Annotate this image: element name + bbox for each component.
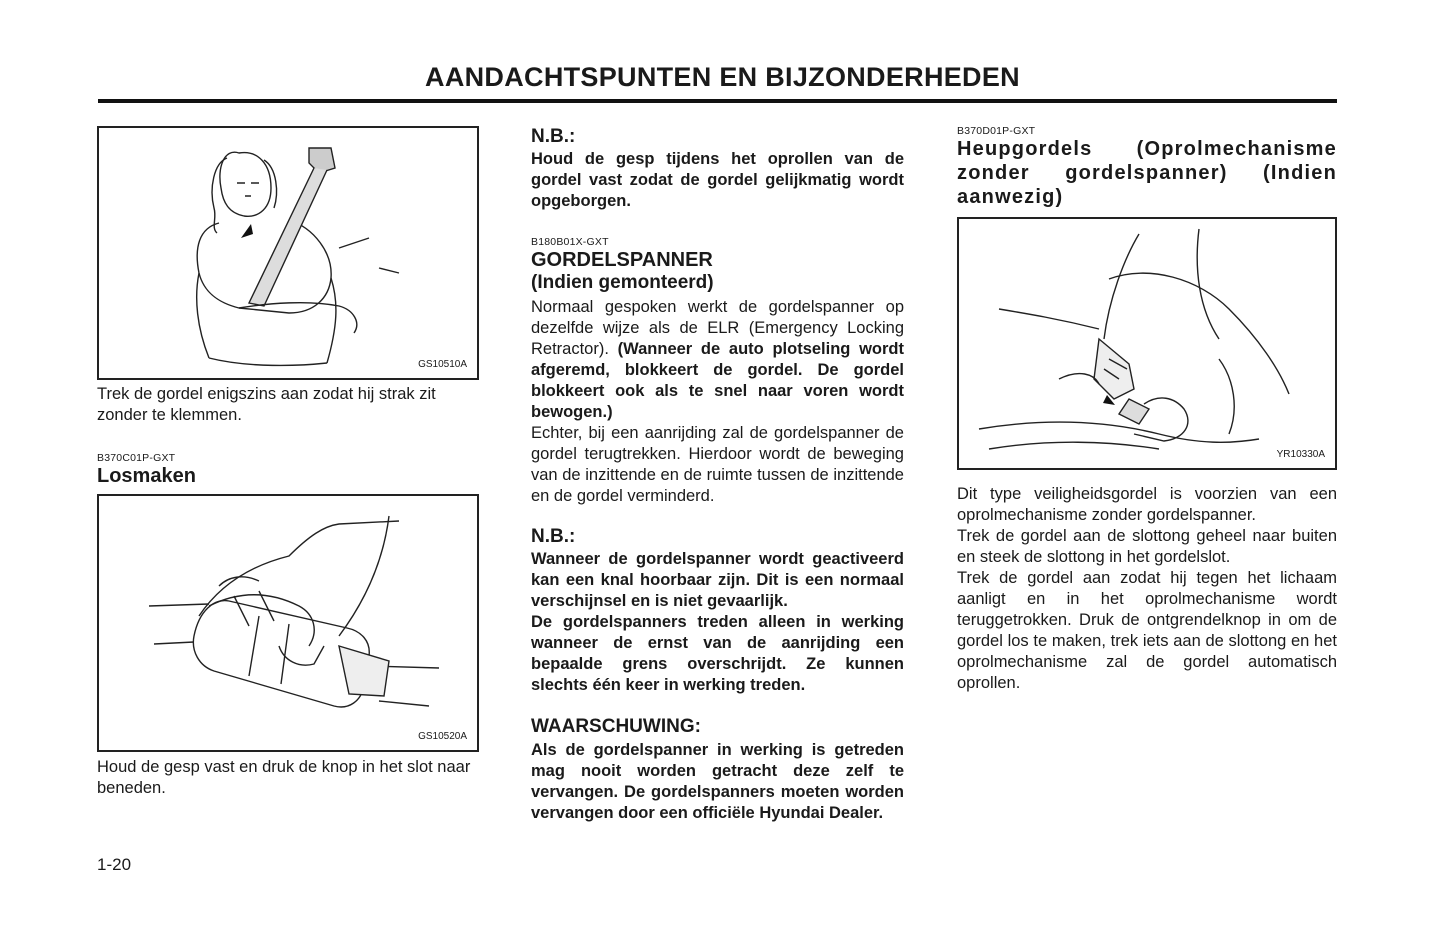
pretensioner-text: [531, 297, 904, 423]
buckle-release-illustration: [99, 496, 477, 750]
woman-seatbelt-illustration: [99, 128, 477, 378]
figure-code: YR10330A: [1276, 449, 1325, 460]
section-code: B180B01X-GXT: [531, 236, 609, 248]
nb-text-1: Wanneer de gordelspanner wordt geactiveerd kan een knal hoorbaar zijn. Dit is een normaal verschijnsel en is niet gevaarlijk.: [531, 550, 904, 610]
section-subtitle: (Indien gemonteerd): [531, 272, 714, 293]
section-code: B370C01P-GXT: [97, 452, 176, 464]
lap-belt-text-2: Trek de gordel aan de slottong geheel naar buiten en steek de slottong in het gordelslot.: [957, 527, 1337, 566]
figure-code: GS10520A: [418, 731, 467, 742]
warning-title: WAARSCHUWING:: [531, 716, 701, 737]
section-code: B370D01P-GXT: [957, 125, 1036, 137]
nb-text-2: De gordelspanners treden alleen in werking wanneer de ernst van de aanrijding een bepaalde grens overschrijdt. Ze kunnen slechts één keer in werking treden.: [531, 613, 904, 694]
nb-title: N.B.:: [531, 526, 576, 547]
lap-belt-illustration: [959, 219, 1335, 468]
caption-tighten-belt: Trek de gordel enigszins aan zodat hij strak zit zonder te klemmen.: [97, 385, 436, 424]
page-title: AANDACHTSPUNTEN EN BIJZONDERHEDEN: [425, 62, 1020, 92]
pretensioner-text-2: Echter, bij een aanrijding zal de gordelspanner de gordel terugtrekken. Hierdoor wordt de beweging van de inzittende en de ruimte tussen de inzittende en de gordel verminderd.: [531, 424, 904, 505]
section-title-gordelspanner: GORDELSPANNER: [531, 249, 713, 271]
figure-code: GS10510A: [418, 359, 467, 370]
lap-belt-text-1: Dit type veiligheidsgordel is voorzien van een oprolmechanisme zonder gordelspanner.: [957, 485, 1337, 524]
pretensioner-text-normal: Normaal gespoken werkt de gordelspanner op dezelfde wijze als de ELR (Emergency Locking Retractor).: [531, 298, 904, 358]
nb-title: N.B.:: [531, 126, 576, 147]
section-title-heupgordels: Heupgordels (Oprolmechanisme zonder gordelspanner) (Indien aanwezig): [957, 138, 1337, 208]
figure-seated-woman-seatbelt: [97, 126, 479, 380]
pretensioner-text-bold: (Wanneer de auto plotseling wordt afgeremd, blokkeert de gordel. De gordel blokkeert ook als te snel naar voren wordt bewogen.): [531, 340, 904, 421]
figure-buckle-release: [97, 494, 479, 752]
warning-text: Als de gordelspanner in werking is getreden mag nooit worden getracht deze zelf te vervangen. De gordelspanners moeten worden vervangen door een officiële Hyundai Dealer.: [531, 741, 904, 822]
figure-lap-belt: [957, 217, 1337, 470]
title-rule: [98, 99, 1337, 103]
nb-text: Houd de gesp tijdens het oprollen van de gordel vast zodat de gordel gelijkmatig wordt opgeborgen.: [531, 150, 904, 210]
section-title-losmaken: Losmaken: [97, 465, 196, 487]
caption-press-button: Houd de gesp vast en druk de knop in het slot naar beneden.: [97, 758, 471, 797]
page-number: 1-20: [97, 855, 132, 874]
lap-belt-text-3: Trek de gordel aan zodat hij tegen het lichaam aanligt en in het oprolmechanisme wordt teruggetrokken. Druk de ontgrendelknop in om de gordel los te maken, trek iets aan de slottong en het oprolmechanisme zal de gordel automatisch oprollen.: [957, 569, 1337, 692]
